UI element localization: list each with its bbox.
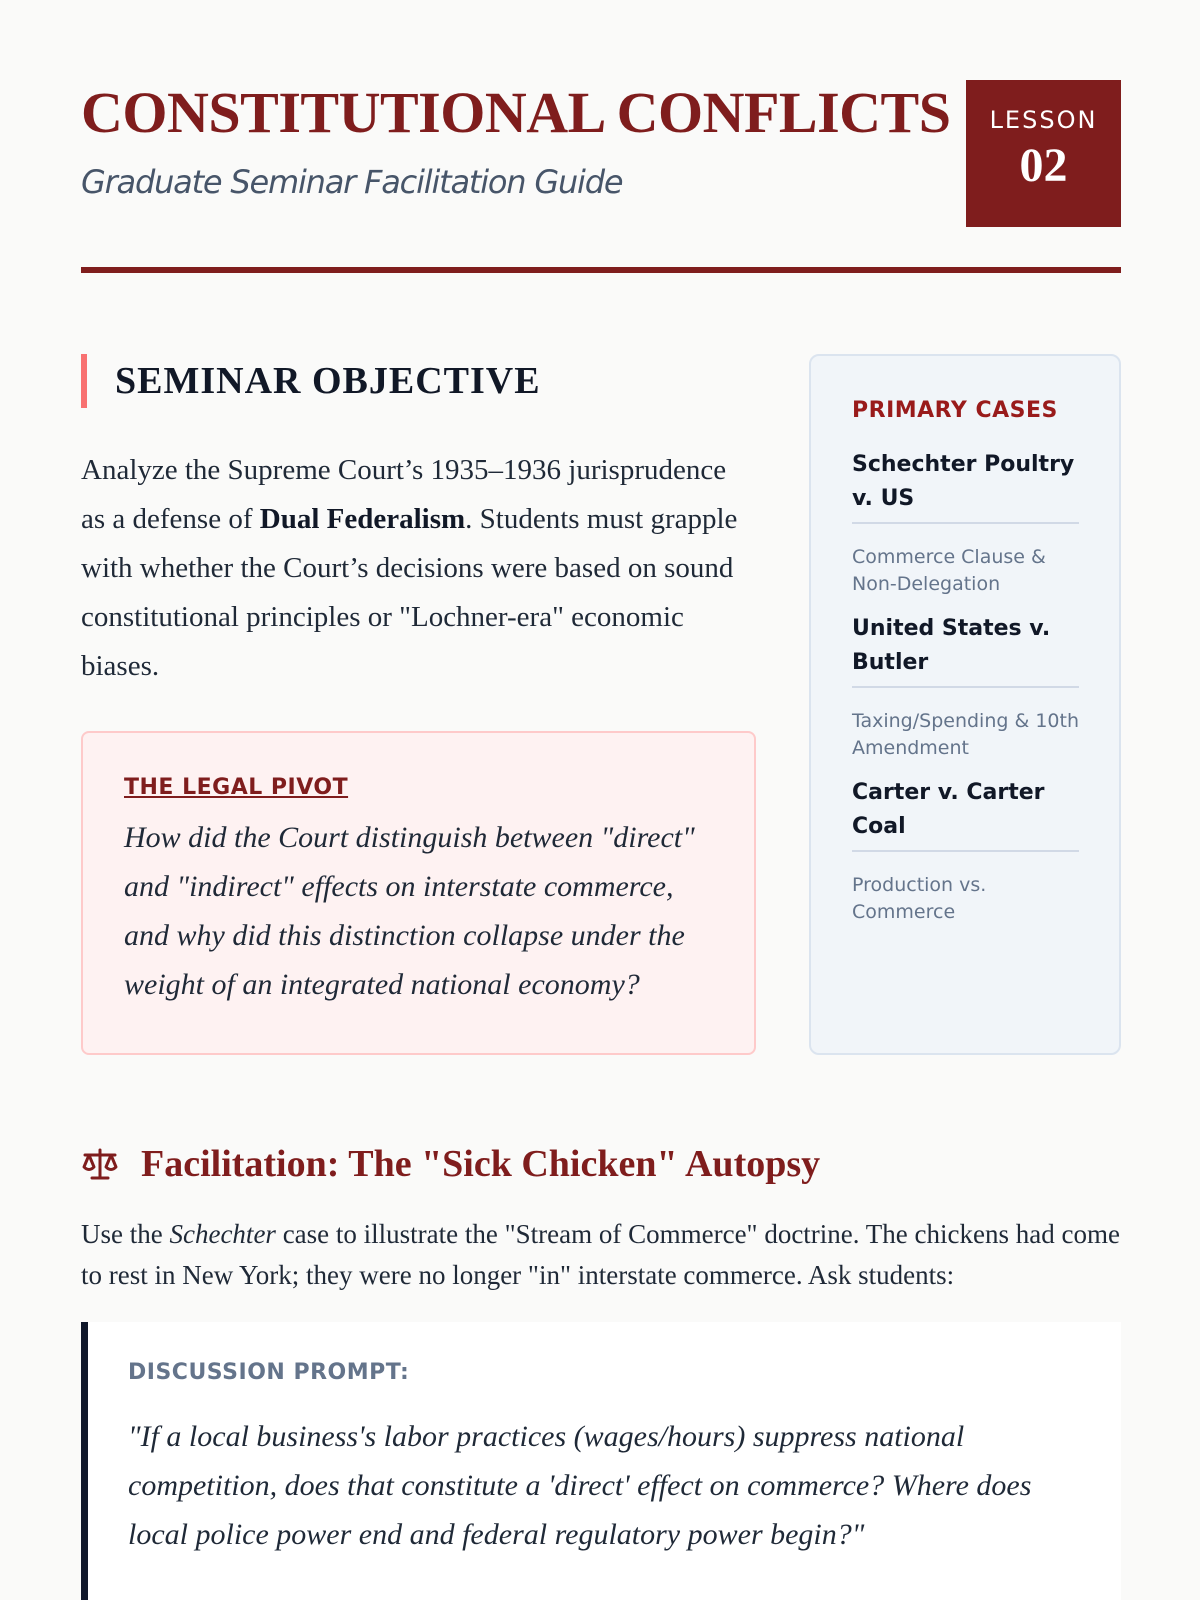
header bbox=[81, 0, 1120, 275]
discussion-prompt-box bbox=[81, 1322, 1121, 1600]
facilitation-text-start: Use the bbox=[81, 1219, 170, 1249]
discussion-prompt-text: "If a local business's labor practices (wages/hours) suppress national competition, does that constitute a 'direct' effect on commerce? Where does local police power end and federal regulatory power begin?" bbox=[128, 1420, 1032, 1551]
case-item bbox=[852, 612, 1079, 762]
legal-pivot-question: How did the Court distinguish between "direct" and "indirect" effects on interstate commerce, and why did this distinction collapse under the weight of an integrated national economy? bbox=[124, 821, 695, 1002]
guide-page bbox=[81, 0, 1120, 1551]
objective-text-start: Analyze the Supreme Court’s 1935–1936 jurisprudence as a defense of bbox=[81, 454, 727, 535]
facilitation-text bbox=[81, 1214, 1121, 1296]
primary-cases-heading: PRIMARY CASES bbox=[852, 398, 1058, 423]
facilitation-text-case: Schechter bbox=[169, 1219, 276, 1249]
primary-cases-card bbox=[809, 354, 1121, 1055]
page-subtitle: Graduate Seminar Facilitation Guide bbox=[81, 163, 623, 201]
scale-icon bbox=[81, 1147, 119, 1181]
case-name: United States v. Butler bbox=[852, 612, 1079, 688]
case-topic: Taxing/Spending & 10th Amendment bbox=[852, 710, 1079, 759]
case-topic: Production vs. Commerce bbox=[852, 874, 987, 923]
objective-text-bold: Dual Federalism bbox=[259, 503, 466, 535]
objective-text-end: . Students must grapple with whether the Court’s decisions were based on sound constitutional principles or "Lochner-era" economic biases. bbox=[81, 503, 738, 682]
legal-pivot-label: THE LEGAL PIVOT bbox=[124, 775, 349, 800]
lesson-badge bbox=[966, 80, 1121, 227]
facilitation-heading-text: Facilitation: The "Sick Chicken" Autopsy bbox=[141, 1143, 821, 1185]
objective-heading bbox=[81, 354, 541, 408]
case-topic: Commerce Clause & Non-Delegation bbox=[852, 546, 1046, 595]
objective-heading-text: SEMINAR OBJECTIVE bbox=[115, 360, 541, 402]
case-item bbox=[852, 448, 1079, 598]
discussion-prompt-label: DISCUSSION PROMPT: bbox=[128, 1360, 410, 1385]
case-name: Schechter Poultry v. US bbox=[852, 448, 1079, 524]
lesson-label: LESSON bbox=[989, 106, 1098, 134]
legal-pivot-box bbox=[81, 731, 756, 1055]
lesson-number: 02 bbox=[1019, 139, 1068, 192]
header-divider bbox=[81, 267, 1121, 273]
facilitation-heading bbox=[81, 1142, 820, 1186]
case-name: Carter v. Carter Coal bbox=[852, 776, 1079, 852]
facilitation-text-end: case to illustrate the "Stream of Commerce" doctrine. The chickens had come to rest in New York; they were no longer "in" interstate commerce. Ask students: bbox=[81, 1219, 1120, 1290]
objective-text bbox=[81, 446, 756, 691]
page-title: CONSTITUTIONAL CONFLICTS bbox=[81, 80, 951, 145]
case-item bbox=[852, 776, 1079, 926]
